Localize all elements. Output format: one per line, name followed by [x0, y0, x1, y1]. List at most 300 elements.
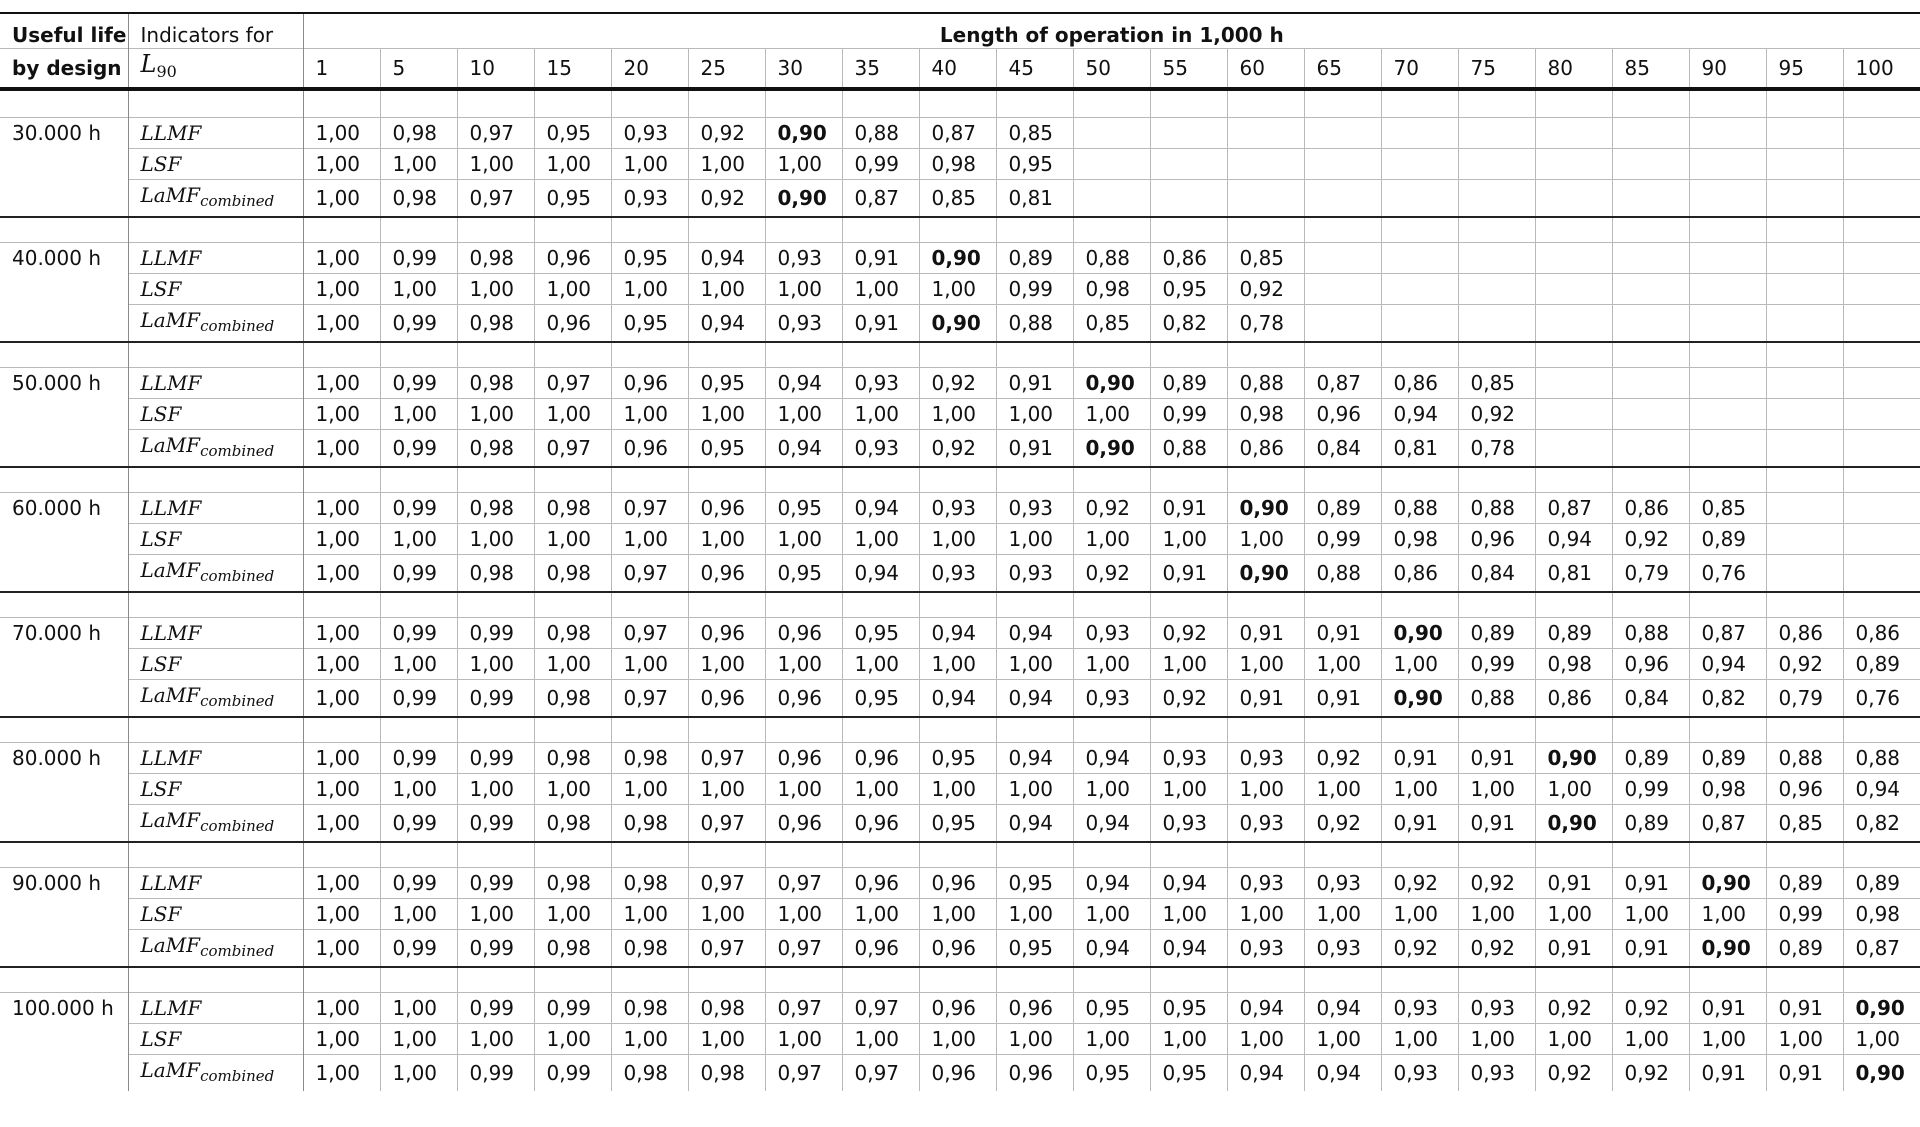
column-header: 50 — [1073, 49, 1150, 90]
group-spacer-row — [0, 89, 1920, 118]
value-cell — [1612, 399, 1689, 430]
table-row-lsf — [0, 274, 1920, 305]
value-cell — [1612, 430, 1689, 468]
value-cell: 0,98 — [457, 430, 534, 468]
spacer-cell — [0, 467, 128, 493]
value-cell: 0,93 — [1304, 930, 1381, 968]
value-cell: 0,91 — [842, 305, 919, 343]
lamf-label: LaMF — [140, 683, 201, 707]
spacer-cell — [380, 717, 457, 743]
value-cell: 0,99 — [1150, 399, 1227, 430]
value-cell: 1,00 — [688, 649, 765, 680]
value-cell: 0,85 — [919, 180, 996, 218]
indicator-cell — [128, 430, 303, 468]
value-cell: 0,81 — [996, 180, 1073, 218]
indicator-cell — [128, 149, 303, 180]
table-row-lamf — [0, 805, 1920, 843]
value-cell: 1,00 — [457, 274, 534, 305]
spacer-cell — [303, 89, 380, 118]
column-header: 10 — [457, 49, 534, 90]
value-cell: 0,89 — [1689, 743, 1766, 774]
value-cell: 0,98 — [534, 555, 611, 593]
value-cell: 1,00 — [303, 899, 380, 930]
lamf-subscript: combined — [200, 942, 275, 960]
useful-life-empty-cell — [0, 555, 128, 593]
table-row-lsf — [0, 149, 1920, 180]
column-header: 100 — [1843, 49, 1920, 90]
value-cell: 0,96 — [1458, 524, 1535, 555]
spacer-cell — [534, 842, 611, 868]
value-cell: 0,92 — [1227, 274, 1304, 305]
spacer-cell — [1843, 592, 1920, 618]
value-cell: 0,96 — [1612, 649, 1689, 680]
value-cell: 1,00 — [996, 774, 1073, 805]
value-cell: 0,91 — [1612, 868, 1689, 899]
value-cell: 1,00 — [765, 1024, 842, 1055]
table-row-llmf — [0, 993, 1920, 1024]
spacer-cell — [765, 89, 842, 118]
value-cell: 0,89 — [1612, 743, 1689, 774]
lamf-subscript: combined — [200, 317, 275, 335]
value-cell: 1,00 — [919, 774, 996, 805]
value-cell: 1,00 — [765, 774, 842, 805]
spacer-cell — [1843, 842, 1920, 868]
spacer-cell — [1612, 967, 1689, 993]
value-cell — [1612, 118, 1689, 149]
value-cell: 0,99 — [380, 430, 457, 468]
value-cell: 0,94 — [842, 555, 919, 593]
value-cell: 0,91 — [996, 368, 1073, 399]
value-cell — [1766, 524, 1843, 555]
group-spacer-row — [0, 592, 1920, 618]
value-cell: 1,00 — [1766, 1024, 1843, 1055]
value-cell — [1381, 305, 1458, 343]
lamf-label: LaMF — [140, 183, 201, 207]
value-cell: 1,00 — [380, 399, 457, 430]
useful-life-empty-cell — [0, 1055, 128, 1092]
llmf-label: LLMF — [140, 621, 202, 645]
group-spacer-row — [0, 342, 1920, 368]
spacer-cell — [611, 467, 688, 493]
spacer-cell — [688, 717, 765, 743]
value-cell: 0,85 — [1689, 493, 1766, 524]
value-cell: 1,00 — [303, 149, 380, 180]
table-row-lamf — [0, 305, 1920, 343]
value-cell: 0,95 — [996, 868, 1073, 899]
value-cell: 0,91 — [1766, 993, 1843, 1024]
lamf-subscript: combined — [200, 567, 275, 585]
spacer-cell — [1227, 842, 1304, 868]
spacer-cell — [1458, 342, 1535, 368]
value-cell: 1,00 — [303, 774, 380, 805]
indicator-cell — [128, 368, 303, 399]
value-cell — [1843, 118, 1920, 149]
value-cell: 1,00 — [919, 649, 996, 680]
value-cell — [1689, 368, 1766, 399]
indicator-cell — [128, 243, 303, 274]
value-cell — [1766, 118, 1843, 149]
value-cell: 0,92 — [1535, 1055, 1612, 1092]
column-header: 75 — [1458, 49, 1535, 90]
value-cell: 0,93 — [996, 555, 1073, 593]
spacer-cell — [1458, 89, 1535, 118]
spacer-cell — [996, 592, 1073, 618]
value-cell — [1766, 399, 1843, 430]
lamf-combined-label — [140, 558, 275, 585]
lsf-label: LSF — [140, 777, 182, 801]
indicator-cell — [128, 618, 303, 649]
value-cell — [1612, 274, 1689, 305]
column-header: 1 — [303, 49, 380, 90]
spacer-cell — [611, 89, 688, 118]
spacer-cell — [128, 592, 303, 618]
value-cell: 0,93 — [611, 180, 688, 218]
value-cell — [1766, 430, 1843, 468]
value-cell: 0,96 — [842, 805, 919, 843]
value-cell: 1,00 — [303, 118, 380, 149]
column-header: 25 — [688, 49, 765, 90]
table-row-lamf — [0, 430, 1920, 468]
value-cell — [1612, 149, 1689, 180]
value-cell: 1,00 — [1304, 774, 1381, 805]
value-cell: 1,00 — [303, 493, 380, 524]
table-row-lsf — [0, 649, 1920, 680]
value-cell: 0,99 — [996, 274, 1073, 305]
value-cell: 1,00 — [534, 899, 611, 930]
value-cell: 0,91 — [1150, 493, 1227, 524]
spacer-cell — [534, 592, 611, 618]
value-cell: 1,00 — [842, 774, 919, 805]
value-cell: 1,00 — [611, 774, 688, 805]
lsf-label: LSF — [140, 527, 182, 551]
value-cell: 0,94 — [1689, 649, 1766, 680]
value-cell: 0,99 — [380, 305, 457, 343]
value-cell: 0,95 — [842, 680, 919, 718]
value-cell: 0,95 — [1073, 993, 1150, 1024]
value-cell: 0,93 — [1073, 618, 1150, 649]
value-cell: 0,86 — [1381, 368, 1458, 399]
spacer-cell — [1304, 842, 1381, 868]
value-cell: 1,00 — [996, 1024, 1073, 1055]
spacer-cell — [1535, 842, 1612, 868]
value-cell — [1843, 243, 1920, 274]
value-cell: 1,00 — [457, 524, 534, 555]
value-cell — [1535, 180, 1612, 218]
value-cell: 1,00 — [611, 399, 688, 430]
indicator-cell — [128, 555, 303, 593]
spacer-cell — [842, 467, 919, 493]
value-cell: 0,99 — [457, 680, 534, 718]
lsf-label: LSF — [140, 652, 182, 676]
value-cell — [1535, 305, 1612, 343]
l90-subscript: 90 — [156, 62, 177, 81]
value-cell — [1535, 118, 1612, 149]
value-cell: 0,94 — [1150, 868, 1227, 899]
spacer-cell — [1073, 842, 1150, 868]
table-row-lsf — [0, 1024, 1920, 1055]
value-cell: 0,99 — [380, 243, 457, 274]
value-cell: 1,00 — [303, 930, 380, 968]
spacer-cell — [534, 467, 611, 493]
value-cell — [1304, 149, 1381, 180]
spacer-cell — [303, 967, 380, 993]
indicator-cell — [128, 993, 303, 1024]
value-cell: 1,00 — [1304, 649, 1381, 680]
spacer-cell — [1766, 467, 1843, 493]
value-cell: 1,00 — [1073, 399, 1150, 430]
value-cell — [1689, 430, 1766, 468]
lamf-subscript: combined — [200, 817, 275, 835]
value-cell: 0,95 — [842, 618, 919, 649]
value-cell: 0,86 — [1150, 243, 1227, 274]
useful-life-empty-cell — [0, 930, 128, 968]
value-cell: 0,93 — [765, 243, 842, 274]
spacer-cell — [1535, 467, 1612, 493]
value-cell: 0,99 — [457, 1055, 534, 1092]
spacer-cell — [1458, 467, 1535, 493]
lamf-label: LaMF — [140, 558, 201, 582]
value-cell: 0,98 — [611, 930, 688, 968]
value-cell: 0,95 — [919, 743, 996, 774]
spacer-cell — [1766, 842, 1843, 868]
value-cell: 0,84 — [1612, 680, 1689, 718]
value-cell: 0,98 — [611, 993, 688, 1024]
lsf-label: LSF — [140, 277, 182, 301]
value-cell: 1,00 — [534, 399, 611, 430]
spacer-cell — [1612, 467, 1689, 493]
value-cell: 0,98 — [457, 555, 534, 593]
group-spacer-row — [0, 967, 1920, 993]
value-cell: 0,98 — [534, 493, 611, 524]
useful-life-cell: 30.000 h — [0, 118, 128, 149]
value-cell: 0,92 — [1612, 524, 1689, 555]
value-cell — [1458, 180, 1535, 218]
spacer-cell — [303, 842, 380, 868]
spacer-cell — [0, 342, 128, 368]
value-cell: 1,00 — [380, 1024, 457, 1055]
value-cell: 1,00 — [534, 649, 611, 680]
spacer-cell — [303, 342, 380, 368]
spacer-cell — [1150, 592, 1227, 618]
value-cell — [1304, 180, 1381, 218]
useful-life-empty-cell — [0, 680, 128, 718]
value-cell — [1535, 399, 1612, 430]
table-row-llmf — [0, 743, 1920, 774]
lamf-subscript: combined — [200, 442, 275, 460]
value-cell — [1381, 243, 1458, 274]
spacer-cell — [842, 89, 919, 118]
value-cell — [1612, 305, 1689, 343]
value-cell: 0,95 — [688, 368, 765, 399]
value-cell: 1,00 — [457, 649, 534, 680]
spacer-cell — [1535, 717, 1612, 743]
spacer-cell — [1150, 967, 1227, 993]
spacer-cell — [842, 217, 919, 243]
value-cell: 0,99 — [380, 743, 457, 774]
table-row-llmf — [0, 868, 1920, 899]
value-cell: 0,98 — [1843, 899, 1920, 930]
value-cell: 1,00 — [842, 1024, 919, 1055]
value-cell: 0,94 — [688, 305, 765, 343]
value-cell: 0,92 — [1073, 555, 1150, 593]
value-cell: 0,86 — [1381, 555, 1458, 593]
lamf-label: LaMF — [140, 433, 201, 457]
value-cell: 1,00 — [1689, 1024, 1766, 1055]
value-cell: 0,98 — [1689, 774, 1766, 805]
value-cell — [1689, 399, 1766, 430]
value-cell: 0,94 — [1304, 993, 1381, 1024]
value-cell — [1843, 180, 1920, 218]
spacer-cell — [128, 342, 303, 368]
spacer-cell — [919, 342, 996, 368]
value-cell: 0,97 — [765, 868, 842, 899]
value-cell: 0,97 — [688, 868, 765, 899]
value-cell: 0,85 — [1227, 243, 1304, 274]
value-cell — [1381, 118, 1458, 149]
indicator-cell — [128, 774, 303, 805]
value-cell — [1843, 274, 1920, 305]
value-cell: 1,00 — [842, 399, 919, 430]
value-cell: 0,90 — [1227, 555, 1304, 593]
useful-life-empty-cell — [0, 399, 128, 430]
value-cell: 0,92 — [1150, 618, 1227, 649]
value-cell: 0,93 — [765, 305, 842, 343]
value-cell: 0,98 — [1073, 274, 1150, 305]
value-cell: 0,94 — [688, 243, 765, 274]
value-cell: 0,90 — [919, 243, 996, 274]
column-header: 70 — [1381, 49, 1458, 90]
spacer-cell — [1689, 967, 1766, 993]
value-cell: 0,78 — [1227, 305, 1304, 343]
spacer-cell — [1150, 717, 1227, 743]
spacer-cell — [688, 342, 765, 368]
value-cell: 0,91 — [1689, 993, 1766, 1024]
lamf-label: LaMF — [140, 1058, 201, 1082]
value-cell: 0,85 — [996, 118, 1073, 149]
value-cell: 1,00 — [1150, 649, 1227, 680]
spacer-cell — [1535, 967, 1612, 993]
value-cell: 1,00 — [1227, 1024, 1304, 1055]
spacer-cell — [303, 717, 380, 743]
spacer-cell — [1381, 717, 1458, 743]
value-cell: 0,97 — [688, 805, 765, 843]
value-cell: 0,87 — [919, 118, 996, 149]
value-cell: 0,97 — [765, 1055, 842, 1092]
spacer-cell — [688, 967, 765, 993]
value-cell — [1304, 243, 1381, 274]
table-row-lsf — [0, 524, 1920, 555]
spacer-cell — [457, 467, 534, 493]
value-cell: 0,79 — [1612, 555, 1689, 593]
value-cell — [1766, 243, 1843, 274]
spacer-cell — [1689, 842, 1766, 868]
llmf-label: LLMF — [140, 496, 202, 520]
spacer-cell — [1227, 467, 1304, 493]
spacer-cell — [1766, 717, 1843, 743]
value-cell: 1,00 — [1227, 774, 1304, 805]
spacer-cell — [1458, 967, 1535, 993]
value-cell: 0,87 — [1689, 805, 1766, 843]
value-cell: 0,85 — [1766, 805, 1843, 843]
value-cell: 0,99 — [534, 993, 611, 1024]
lamf-subscript: combined — [200, 192, 275, 210]
value-cell: 0,94 — [765, 430, 842, 468]
value-cell — [1458, 118, 1535, 149]
table-row-lamf — [0, 555, 1920, 593]
useful-life-header: Useful life — [0, 13, 128, 49]
spacer-cell — [1304, 467, 1381, 493]
value-cell: 0,87 — [842, 180, 919, 218]
llmf-label: LLMF — [140, 121, 202, 145]
value-cell: 1,00 — [1073, 649, 1150, 680]
spacer-cell — [1227, 217, 1304, 243]
value-cell: 0,91 — [1304, 618, 1381, 649]
value-cell: 1,00 — [1227, 899, 1304, 930]
value-cell: 0,98 — [457, 243, 534, 274]
lamf-combined-label — [140, 308, 275, 335]
spacer-cell — [534, 89, 611, 118]
indicator-cell — [128, 930, 303, 968]
value-cell: 0,93 — [996, 493, 1073, 524]
spacer-cell — [1843, 342, 1920, 368]
value-cell: 1,00 — [457, 1024, 534, 1055]
value-cell: 0,96 — [688, 680, 765, 718]
value-cell: 1,00 — [1458, 1024, 1535, 1055]
value-cell: 0,91 — [1227, 618, 1304, 649]
value-cell: 0,95 — [611, 305, 688, 343]
value-cell — [1689, 118, 1766, 149]
value-cell: 0,92 — [688, 180, 765, 218]
spacer-cell — [1381, 467, 1458, 493]
value-cell: 0,88 — [996, 305, 1073, 343]
value-cell: 1,00 — [611, 899, 688, 930]
spacer-cell — [688, 592, 765, 618]
lamf-combined-label — [140, 933, 275, 960]
spacer-cell — [1304, 967, 1381, 993]
value-cell: 0,91 — [1535, 868, 1612, 899]
value-cell: 0,87 — [1843, 930, 1920, 968]
spacer-cell — [688, 89, 765, 118]
value-cell: 1,00 — [1150, 1024, 1227, 1055]
value-cell: 1,00 — [765, 399, 842, 430]
value-cell: 0,93 — [1150, 805, 1227, 843]
value-cell: 0,94 — [1073, 930, 1150, 968]
lamf-label: LaMF — [140, 933, 201, 957]
value-cell: 0,94 — [1381, 399, 1458, 430]
value-cell: 1,00 — [996, 524, 1073, 555]
value-cell — [1612, 368, 1689, 399]
lamf-combined-label — [140, 683, 275, 710]
spacer-cell — [1843, 467, 1920, 493]
value-cell — [1150, 149, 1227, 180]
spacer-cell — [1689, 717, 1766, 743]
indicator-cell — [128, 493, 303, 524]
indicator-cell — [128, 1024, 303, 1055]
value-cell: 0,92 — [1458, 399, 1535, 430]
value-cell: 0,99 — [1612, 774, 1689, 805]
value-cell: 0,92 — [919, 430, 996, 468]
spacer-cell — [765, 842, 842, 868]
value-cell: 1,00 — [380, 649, 457, 680]
value-cell: 0,97 — [765, 930, 842, 968]
value-cell — [1766, 180, 1843, 218]
value-cell — [1304, 274, 1381, 305]
value-cell: 0,99 — [457, 618, 534, 649]
spacer-cell — [1612, 592, 1689, 618]
value-cell: 0,89 — [996, 243, 1073, 274]
spacer-cell — [1766, 592, 1843, 618]
value-cell: 0,97 — [457, 180, 534, 218]
